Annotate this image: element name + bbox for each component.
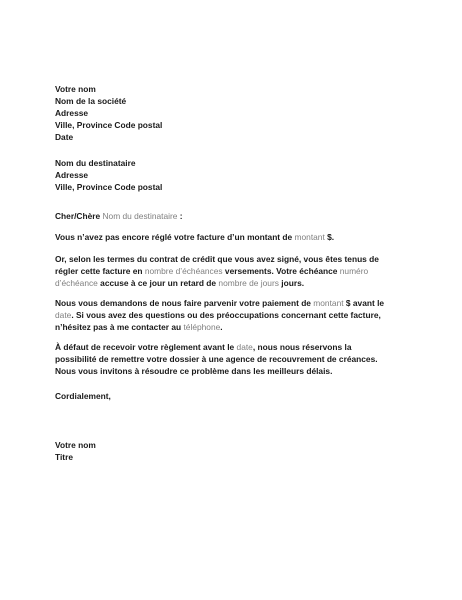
para2-text-1: Or, selon les termes du contrat de crédit que vous avez signé, vous êtes tenus de régler cette facture en bbox=[55, 254, 379, 277]
salutation bbox=[55, 210, 395, 222]
recipient-name: Nom du destinataire bbox=[55, 158, 136, 168]
sender-block bbox=[55, 83, 395, 143]
para1-text-2: $. bbox=[324, 232, 335, 242]
para4-text-2: , nous nous réservons la possibilité de remettre votre dossier à une agence de recouvrement de créances. Nous vous invitons à résoudre ce problème dans les meilleurs délais. bbox=[55, 342, 378, 377]
amount-placeholder: montant bbox=[294, 232, 325, 242]
letter-date: Date bbox=[55, 132, 74, 143]
para1-text-1: Vous n’avez pas encore réglé votre facture d’un montant de bbox=[55, 232, 295, 242]
paragraph-2 bbox=[55, 253, 395, 289]
para4-text-1: À défaut de recevoir votre règlement avant le bbox=[55, 342, 237, 352]
para3-text-4: . bbox=[220, 322, 223, 333]
closing-text: Cordialement, bbox=[55, 391, 111, 401]
salutation-prefix: Cher/Chère bbox=[55, 211, 103, 221]
amount-placeholder: montant bbox=[313, 298, 344, 308]
paragraph-1 bbox=[55, 231, 395, 243]
para3-text-2: $ avant le bbox=[343, 298, 385, 308]
para3-text-3: . Si vous avez des questions ou des préoccupations concernant cette facture, n’hésitez pas à me contacter au bbox=[55, 310, 381, 333]
date-placeholder: date bbox=[236, 342, 253, 352]
salutation-placeholder: Nom du destinataire bbox=[102, 211, 178, 221]
sender-name: Votre nom bbox=[55, 84, 96, 94]
paragraph-4 bbox=[55, 341, 395, 377]
sender-address: Adresse bbox=[55, 108, 89, 119]
signature-block bbox=[55, 439, 395, 463]
para2-text-4: jours. bbox=[278, 278, 305, 289]
recipient-city: Ville, Province Code postal bbox=[55, 182, 163, 193]
para2-text-2: versements. Votre échéance bbox=[222, 266, 340, 277]
date-placeholder: date bbox=[55, 310, 72, 321]
recipient-block bbox=[55, 157, 395, 193]
signature-title: Titre bbox=[55, 452, 73, 463]
paragraph-3 bbox=[55, 297, 395, 333]
para3-text-1: Nous vous demandons de nous faire parvenir votre paiement de bbox=[55, 298, 314, 308]
phone-placeholder: téléphone bbox=[183, 322, 221, 333]
installment-number-placeholder: numéro d’échéance bbox=[55, 266, 369, 289]
installments-placeholder: nombre d’échéances bbox=[144, 266, 223, 277]
days-placeholder: nombre de jours bbox=[218, 278, 279, 289]
sender-city: Ville, Province Code postal bbox=[55, 120, 163, 131]
closing bbox=[55, 390, 395, 402]
salutation-suffix: : bbox=[177, 211, 183, 221]
signature-name: Votre nom bbox=[55, 440, 96, 450]
para2-text-3: accuse à ce jour un retard de bbox=[97, 278, 219, 289]
recipient-address: Adresse bbox=[55, 170, 89, 181]
sender-company: Nom de la société bbox=[55, 96, 127, 107]
